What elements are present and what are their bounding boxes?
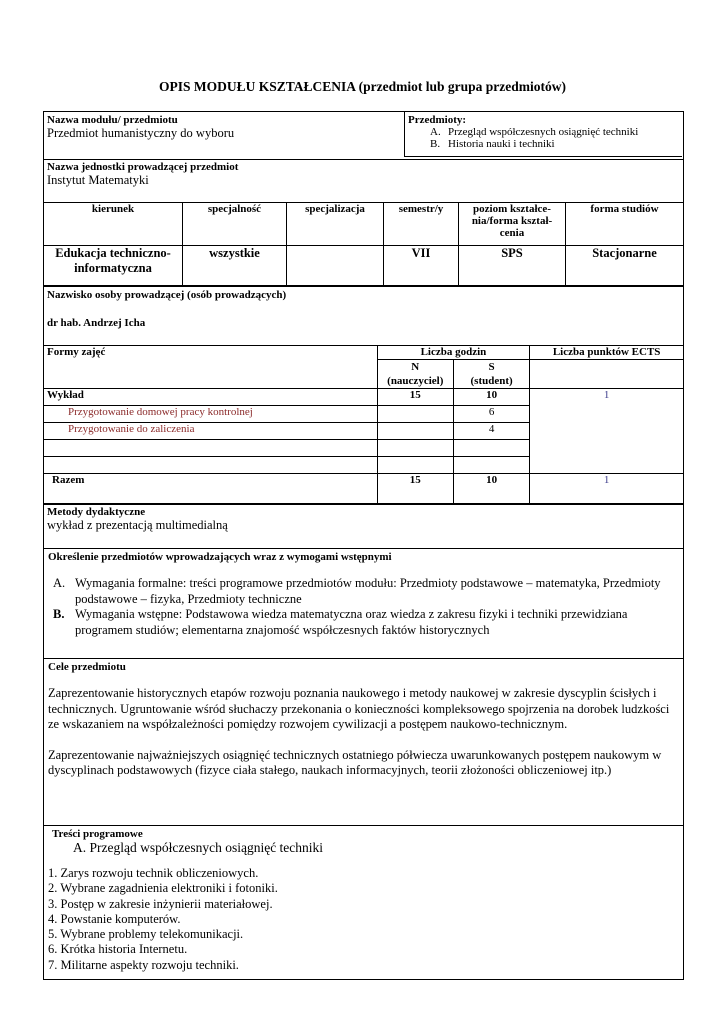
study-header: forma studiów [566,203,684,246]
module-section [43,111,684,160]
content-label: Treści programowe [52,828,143,840]
ects-value: 1 [530,389,684,474]
s-header: S (student) [453,360,529,389]
goals-paragraph: Zaprezentowanie historycznych etapów rozwoju poznania naukowego i metody naukowej w zakresie dyscyplin ścisłych i technicznych. Ugruntowanie wśród słuchaczy przekonania o konieczności kompleksowego spojrzenia na dorobek ludzkości ze wskazaniem na współzależności pomiędzy rozwojem cywilizacji a postępem naukowo-technicznym. [48,686,670,731]
subject-item-b: B. Historia nauki i techniki [430,138,555,150]
list-item: 3. Postęp w zakresie inżynierii materiałowej. [48,896,273,911]
methods-section [43,504,684,549]
document-title: OPIS MODUŁU KSZTAŁCENIA (przedmiot lub grupa przedmiotów) [158,79,567,94]
methods-label: Metody dydaktyczne [47,506,146,518]
study-value: SPS [459,246,566,286]
table-row: Przygotowanie do zaliczenia 4 [44,423,684,440]
methods-value: wykład z prezentacją multimedialną [47,518,228,532]
study-value: wszystkie [183,246,287,286]
subjects-box [404,112,682,157]
list-item: 7. Militarne aspekty rozwoju techniki. [48,957,239,972]
study-header: semestr/y [384,203,459,246]
study-table [43,202,684,286]
teacher-label: Nazwisko osoby prowadzącej (osób prowadzących) [47,289,287,301]
forms-label: Formy zajęć [44,346,378,389]
study-value [287,246,384,286]
teacher-section [43,286,684,346]
goals-section [43,658,684,826]
study-header: specjalizacja [287,203,384,246]
goals-label: Cele przedmiotu [48,661,126,673]
study-header: kierunek [44,203,183,246]
hours-label: Liczba godzin [377,346,530,360]
prereq-section [43,548,684,659]
unit-label: Nazwa jednostki prowadzącej przedmiot [47,161,239,173]
goals-paragraph: Zaprezentowanie najważniejszych osiągnięć technicznych ostatniego półwiecza uwarunkowanych postępem naukowym w dyscyplinach podstawowych (fizyce ciała stałego, naukach informacyjnych, teorii złożoności obliczeniowej itp.) [48,747,662,777]
table-row: Wykład 15 10 1 [44,389,684,406]
content-section [43,825,684,980]
list-item: 5. Wybrane problemy telekomunikacji. [48,927,244,942]
ects-label: Liczba punktów ECTS [530,346,684,360]
module-label: Nazwa modułu/ przedmiotu [47,114,178,126]
list-item: 6. Krótka historia Internetu. [48,942,188,957]
teacher-value: dr hab. Andrzej Icha [47,317,146,329]
list-item: 2. Wybrane zagadnienia elektroniki i fotoniki. [48,881,278,896]
prereq-item-b: B. Wymagania wstępne: Podstawowa wiedza matematyczna oraz wiedza z zakresu fizyki i techniki przewidziana programem studiów; elementarna znajomość współczesnych faktów historycznych [53,607,628,637]
forms-table [43,345,684,504]
content-subtitle: A. Przegląd współczesnych osiągnięć techniki [73,840,324,855]
module-value: Przedmiot humanistyczny do wyboru [47,126,235,140]
study-value: Stacjonarne [566,246,684,286]
study-header: poziom kształce-nia/forma kształ-cenia [459,203,566,246]
study-value: VII [384,246,459,286]
subjects-label: Przedmioty: [408,114,467,126]
list-item: 1. Zarys rozwoju technik obliczeniowych. [48,866,259,880]
n-header: N (nauczyciel) [377,360,453,389]
prereq-label: Określenie przedmiotów wprowadzających wraz z wymogami wstępnymi [48,551,392,563]
list-item: 4. Powstanie komputerów. [48,911,181,926]
table-row: Przygotowanie domowej pracy kontrolnej 6 [44,406,684,423]
unit-section [43,159,684,203]
study-value: Edukacja techniczno-informatyczna [44,246,183,286]
prereq-item-a: A. Wymagania formalne: treści programowe przedmiotów modułu: Przedmioty podstawowe – matematyka, Przedmioty podstawowe – fizyka, Przedmioty techniczne [53,576,661,606]
study-header: specjalność [183,203,287,246]
subject-item-a: A. Przegląd współczesnych osiągnięć techniki [430,126,639,138]
unit-value: Instytut Matematyki [47,173,149,187]
total-row: Razem 15 10 1 [44,474,684,504]
